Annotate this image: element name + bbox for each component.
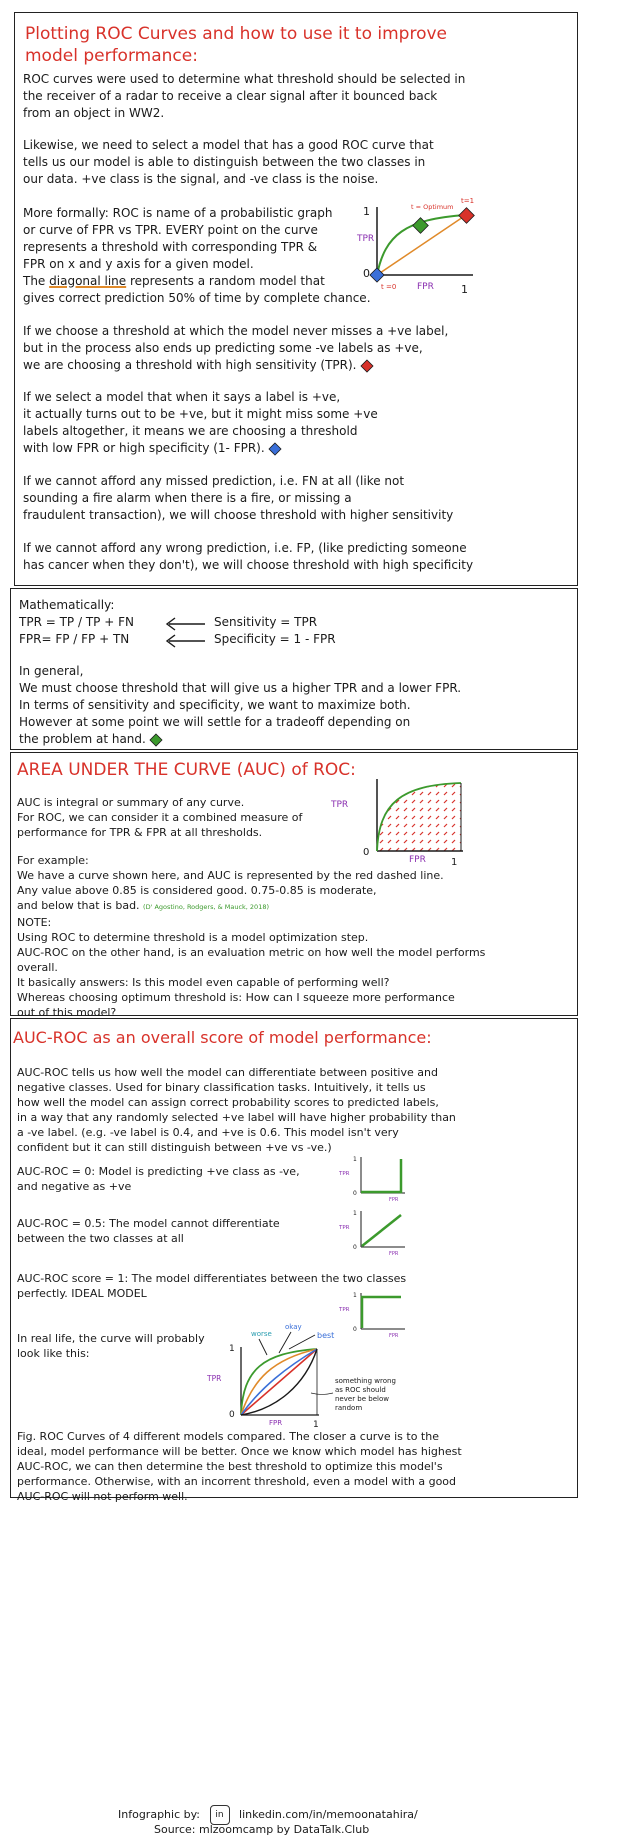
- auc-panel: [10, 752, 578, 1019]
- mini05-tpr: TPR: [339, 1225, 350, 1231]
- score-auc-half: AUC-ROC = 0.5: The model cannot differentiate between the two classes at all: [17, 1217, 280, 1245]
- auc-graph-tpr-label: TPR: [331, 800, 349, 810]
- mini1-zero: 0: [353, 1326, 357, 1333]
- roc-graph-zero: 0: [363, 267, 370, 280]
- cmp-wrong-note: something wrong as ROC should never be below random: [335, 1377, 396, 1412]
- mini-graph-auc-zero: [339, 1151, 419, 1203]
- auc-title: AREA UNDER THE CURVE (AUC) of ROC:: [17, 760, 356, 780]
- mini0-fpr: FPR: [389, 1197, 399, 1203]
- sensitivity-text: If we choose a threshold at which the model never misses a +ve label, but in the process also ends up predicting some -ve labels as +ve, we are choosing a threshold with high sensitivity (TPR).: [23, 324, 449, 372]
- red-diamond-icon: [360, 359, 374, 373]
- score-auc-zero: AUC-ROC = 0: Model is predicting +ve class as -ve, and negative as +ve: [17, 1165, 300, 1193]
- cmp-one-y: 1: [229, 1344, 235, 1354]
- roc-paragraph-fn: If we cannot afford any missed prediction, i.e. FN at all (like not sounding a fire alarm when there is a fire, or missing a fraudulent transaction), we will choose threshold with higher sensitivity: [23, 474, 454, 522]
- auc-graph-fpr-label: FPR: [409, 855, 426, 865]
- roc-paragraph-formal: More formally: ROC is name of a probabilistic graph or curve of FPR vs TPR. EVERY point on the curve represents a threshold with corresponding TPR & FPR on x and y axis for a given model.: [23, 206, 333, 271]
- mini0-one: 1: [353, 1156, 357, 1163]
- score-title: AUC-ROC as an overall score of model performance:: [13, 1028, 432, 1047]
- mini0-tpr: TPR: [339, 1171, 350, 1177]
- roc-paragraph-specificity: [23, 389, 378, 457]
- roc-threshold-graph: [355, 193, 570, 303]
- cmp-okay: okay: [285, 1323, 302, 1331]
- roc-comparison-graph: [207, 1319, 457, 1429]
- mini05-zero: 0: [353, 1244, 357, 1251]
- mini05-fpr: FPR: [389, 1251, 399, 1257]
- score-intro: AUC-ROC tells us how well the model can differentiate between positive and negative classes. Used for binary classification tasks. Intuitively, it tells us how well the model can assign correct probability scores to predicted labels, in a way that any randomly selected +ve label will have higher probability than a -ve label. (e.g. -ve label is 0.4, and +ve is 0.6. This model isn't very confident but it can still distinguish between +ve vs -ve.): [17, 1066, 456, 1154]
- roc-graph-fpr-label: FPR: [417, 282, 434, 292]
- green-diamond-icon: [149, 733, 163, 747]
- cmp-best: best: [317, 1331, 335, 1340]
- roc-paragraph-sensitivity: [23, 323, 448, 374]
- mini1-one: 1: [353, 1292, 357, 1299]
- fpr-equation: FPR= FP / FP + TN: [19, 632, 130, 646]
- mini-graph-auc-half: [339, 1205, 419, 1257]
- auc-area-fill: [377, 783, 461, 851]
- roc-graph-one-x: 1: [461, 283, 468, 296]
- sensitivity-definition: Sensitivity = TPR: [214, 615, 318, 629]
- roc-graph-t0-diamond: [370, 268, 384, 282]
- blue-diamond-icon: [268, 442, 282, 456]
- score-panel: [10, 1018, 578, 1503]
- mini0-zero: 0: [353, 1190, 357, 1197]
- tpr-equation: TPR = TP / TP + FN: [19, 615, 134, 629]
- mini0-curve: [361, 1159, 401, 1192]
- auc-example-text: For example: We have a curve shown here, and AUC is represented by the red dashed line. Any value above 0.85 is considered good. 0.75-0.85 is moderate, and below that is bad.: [17, 854, 444, 912]
- roc-paragraph-diagonal: [23, 273, 371, 307]
- auc-example: [17, 853, 444, 915]
- cmp-zero: 0: [229, 1410, 235, 1420]
- roc-title: Plotting ROC Curves and how to use it to improve model performance:: [25, 24, 447, 66]
- roc-graph-t-optimum-label: t = Optimum: [411, 203, 454, 211]
- footer-source: Source: mlzoomcamp by DataTalk.Club: [154, 1823, 370, 1836]
- cmp-fpr: FPR: [269, 1419, 283, 1427]
- footer-credit: [118, 1805, 418, 1825]
- auc-note: NOTE: Using ROC to determine threshold is a model optimization step. AUC-ROC on the other hand, is an evaluation metric on how well the model performs overall. It basically answers: Is this model even capable of performing well? Whereas choosing optimum threshold is: How can I squeeze more performance out of this model?: [17, 916, 486, 1019]
- arrow-left-icon: [163, 617, 207, 649]
- auc-graph-one: 1: [451, 857, 458, 868]
- roc-paragraph-history: ROC curves were used to determine what threshold should be selected in the receiver of a radar to receive a clear signal after it bounced back from an object in WW2.: [23, 72, 466, 120]
- auc-definition: AUC is integral or summary of any curve. For ROC, we can consider it a combined measure of performance for TPR & FPR at all thresholds.: [17, 796, 303, 839]
- score-real-life: In real life, the curve will probably look like this:: [17, 1332, 205, 1360]
- roc-panel: [14, 12, 578, 586]
- diagonal-prefix: The: [23, 274, 50, 288]
- cmp-random-line: [241, 1349, 317, 1415]
- roc-graph-t0-label: t =0: [381, 283, 397, 291]
- math-general: [19, 663, 461, 748]
- general-text: In general, We must choose threshold that will give us a higher TPR and a lower FPR. In terms of sensitivity and specificity, we want to maximize both. However at some point we will settle for a tradeoff depending on the problem at hand.: [19, 664, 462, 746]
- mini1-tpr: TPR: [339, 1307, 350, 1313]
- footer-link[interactable]: linkedin.com/in/memoonatahira/: [239, 1808, 418, 1821]
- mini05-curve: [362, 1215, 401, 1246]
- diagonal-line-term: diagonal line: [49, 274, 127, 288]
- auc-graph-zero: 0: [363, 847, 370, 858]
- mini05-one: 1: [353, 1210, 357, 1217]
- math-panel: [10, 588, 578, 750]
- linkedin-icon: in: [210, 1805, 230, 1825]
- score-fig-caption: Fig. ROC Curves of 4 different models compared. The closer a curve is to the ideal, model performance will be better. Once we know which model has highest AUC-ROC, we can then determine the best threshold to optimize this model's performance. Otherwise, with an incorrent threshold, even a model with a good AUC-ROC will not perform well.: [17, 1430, 462, 1503]
- cmp-tpr: TPR: [207, 1374, 222, 1383]
- cmp-worse: worse: [251, 1330, 272, 1338]
- roc-paragraph-fp: If we cannot afford any wrong prediction, i.e. FP, (like predicting someone has cancer when they don't), we will choose threshold with high specificity: [23, 541, 474, 572]
- specificity-definition: Specificity = 1 - FPR: [214, 632, 336, 646]
- auc-citation: (D' Agostino, Rodgers, & Mauck, 2018): [143, 903, 269, 911]
- roc-paragraph-likewise: Likewise, we need to select a model that has a good ROC curve that tells us our model is able to distinguish between the two classes in our data. +ve class is the signal, and -ve class is the noise.: [23, 138, 434, 186]
- score-auc-one: AUC-ROC score = 1: The model differentiates between the two classes perfectly. IDEAL MODEL: [17, 1272, 407, 1300]
- roc-graph-tpr-label: TPR: [357, 234, 375, 244]
- mini1-fpr: FPR: [389, 1333, 399, 1339]
- roc-graph-t1-diamond: [459, 208, 475, 224]
- cmp-one-x: 1: [313, 1420, 319, 1429]
- footer-by: Infographic by:: [118, 1808, 201, 1821]
- specificity-text: If we select a model that when it says a label is +ve, it actually turns out to be +ve, but it might miss some +ve labels altogether, it means we are choosing a threshold with low FPR or high specificity (1- FPR).: [23, 390, 378, 455]
- roc-graph-one-y: 1: [363, 205, 370, 218]
- diagonal-suffix: represents a random model that gives correct prediction 50% of time by complete chance.: [23, 274, 371, 305]
- math-heading: Mathematically:: [19, 598, 115, 612]
- roc-graph-t1-label: t=1: [461, 197, 475, 205]
